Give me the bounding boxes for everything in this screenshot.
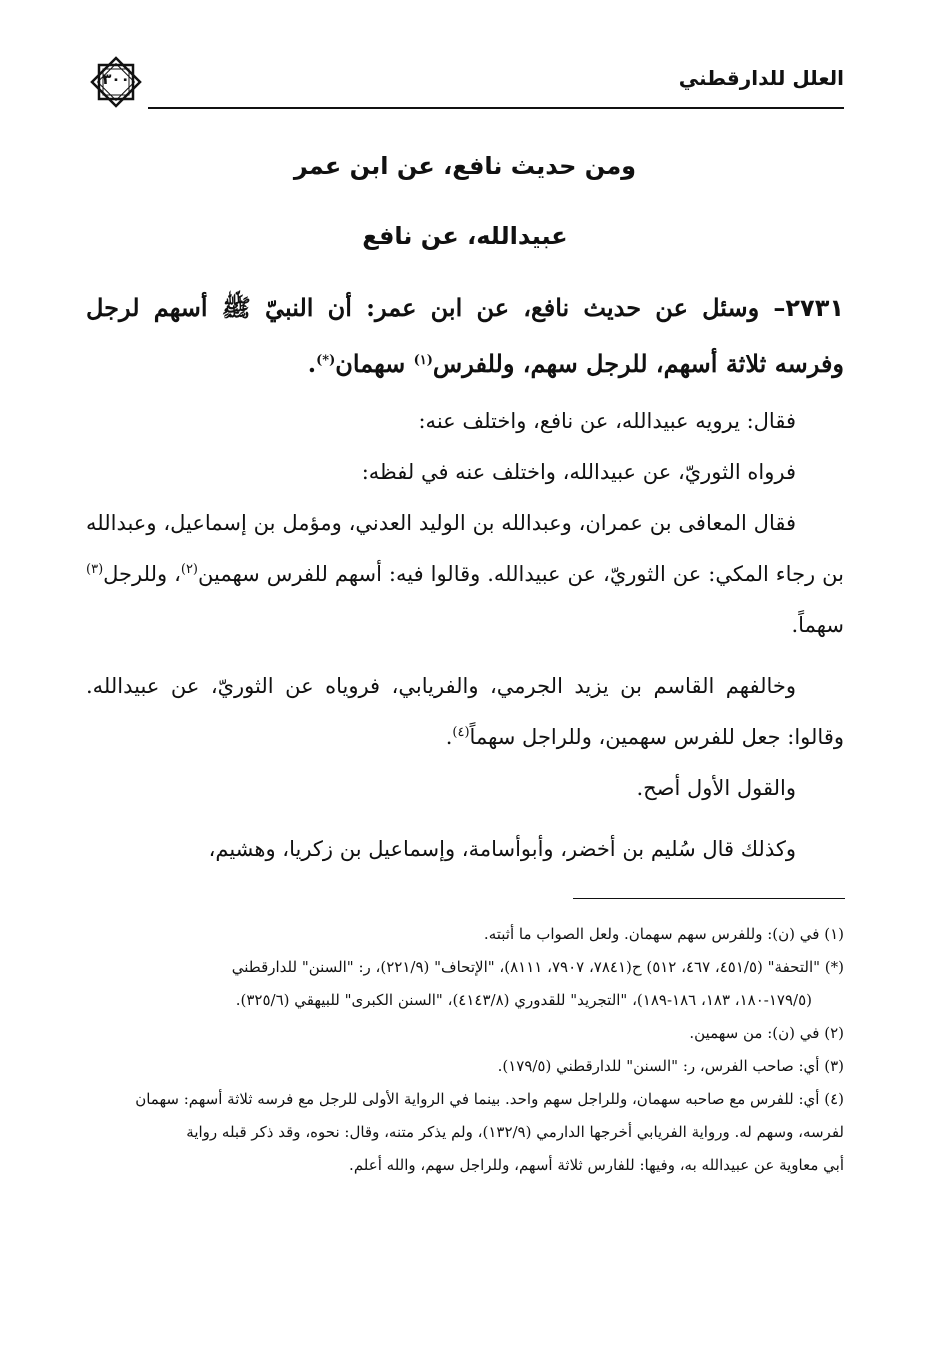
paragraph-text: سهماً. <box>791 613 844 637</box>
paragraph: فقال: يرويه عبيدالله، عن نافع، واختلف عنه: <box>418 409 796 433</box>
footnote-ref-4: (٤) <box>452 725 470 740</box>
paragraph: وكذلك قال سُليم بن أخضر، وأبوأسامة، وإسماعيل بن زكريا، وهشيم، <box>208 837 796 861</box>
footnote-4: (٤) أي: للفرس مع صاحبه سهمان، وللراجل سهم واحد. بينما في الرواية الأولى للرجل مع فرسه ثلاثة أسهم: سهمان <box>135 1090 844 1108</box>
paragraph-text: . <box>445 725 453 749</box>
paragraph <box>86 661 844 763</box>
section-title: ومن حديث نافع، عن ابن عمر <box>293 152 637 180</box>
paragraph-text: فقال المعافى بن عمران، وعبدالله بن الوليد العدني، ومؤمل بن إسماعيل، وعبدالله بن رجاء المكي: عن الثوريّ، عن عبيدالله. وقالوا فيه: أسهم للفرس سهمين <box>86 511 844 586</box>
footnote-ref-2: (٢) <box>180 562 198 577</box>
page-number: ٣٠٠ <box>102 70 130 88</box>
running-head-book-title: العلل للدارقطني <box>678 66 844 90</box>
footnote-1: (١) في (ن): وللفرس سهم سهمان. ولعل الصواب ما أثبته. <box>483 925 844 943</box>
hadith-question: – وسئل عن حديث نافع، عن ابن عمر: أن النبيّ ﷺ أسهم لرجل وفرسه ثلاثة أسهم، للرجل سهم، وللفرس <box>86 293 844 378</box>
hadith-period: . <box>307 349 317 378</box>
footnote-ref-3: (٣) <box>86 562 104 577</box>
paragraph-text: وخالفهم القاسم بن يزيد الجرمي، والفريابي، فروياه عن الثوريّ، عن عبيدالله. وقالوا: جعل للفرس سهمين، وللراجل سهماً <box>86 674 844 749</box>
footnote-3: (٣) أي: صاحب الفرس، ر: "السنن" للدارقطني (١٧٩/٥). <box>497 1057 844 1075</box>
footnote-4-continued: لفرسه، وسهم له. ورواية الفريابي أخرجها الدارمي (١٣٢/٩)، ولم يذكر متنه، وقال: نحوه، وقد ذكر قبله رواية <box>186 1123 844 1141</box>
paragraph <box>86 498 844 651</box>
footnote-ref-star: (*) <box>316 353 336 368</box>
hadith-entry <box>86 280 844 392</box>
hadith-question-end: سهمان <box>335 349 414 378</box>
body-text <box>86 396 844 875</box>
footnote-ref-1: (١) <box>413 353 433 368</box>
footnote-2: (٢) في (ن): من سهمين. <box>689 1024 844 1042</box>
hadith-number: ٢٧٣١ <box>785 294 844 322</box>
footnotes <box>86 918 844 1182</box>
paragraph: فرواه الثوريّ، عن عبيدالله، واختلف عنه في لفظه: <box>361 460 796 484</box>
paragraph-text: ، وللرجل <box>103 562 181 586</box>
header-rule <box>148 107 844 109</box>
paragraph: والقول الأول أصح. <box>636 776 796 800</box>
footnote-star-continued: (١٧٩/٥-١٨٠، ١٨٣، ١٨٦-١٨٩)، "التجريد" للقدوري (٤١٤٣/٨)، "السنن الكبرى" للبيهقي (٣٢٥/٦). <box>235 991 812 1009</box>
section-subtitle: عبيدالله، عن نافع <box>362 222 568 250</box>
footnote-separator <box>573 898 845 899</box>
page-header <box>86 60 844 104</box>
footnote-star: (*) "التحفة" (٤٥١/٥، ٤٦٧، ٥١٢) ح(٧٨٤١، ٧٩٠٧، ٨١١١)، "الإتحاف" (٢٢١/٩)، ر: "السنن" للدارقطني <box>231 958 844 976</box>
footnote-4-continued: أبي معاوية عن عبيدالله به، وفيها: للفارس ثلاثة أسهم، وللراجل سهم، والله أعلم. <box>349 1156 844 1174</box>
